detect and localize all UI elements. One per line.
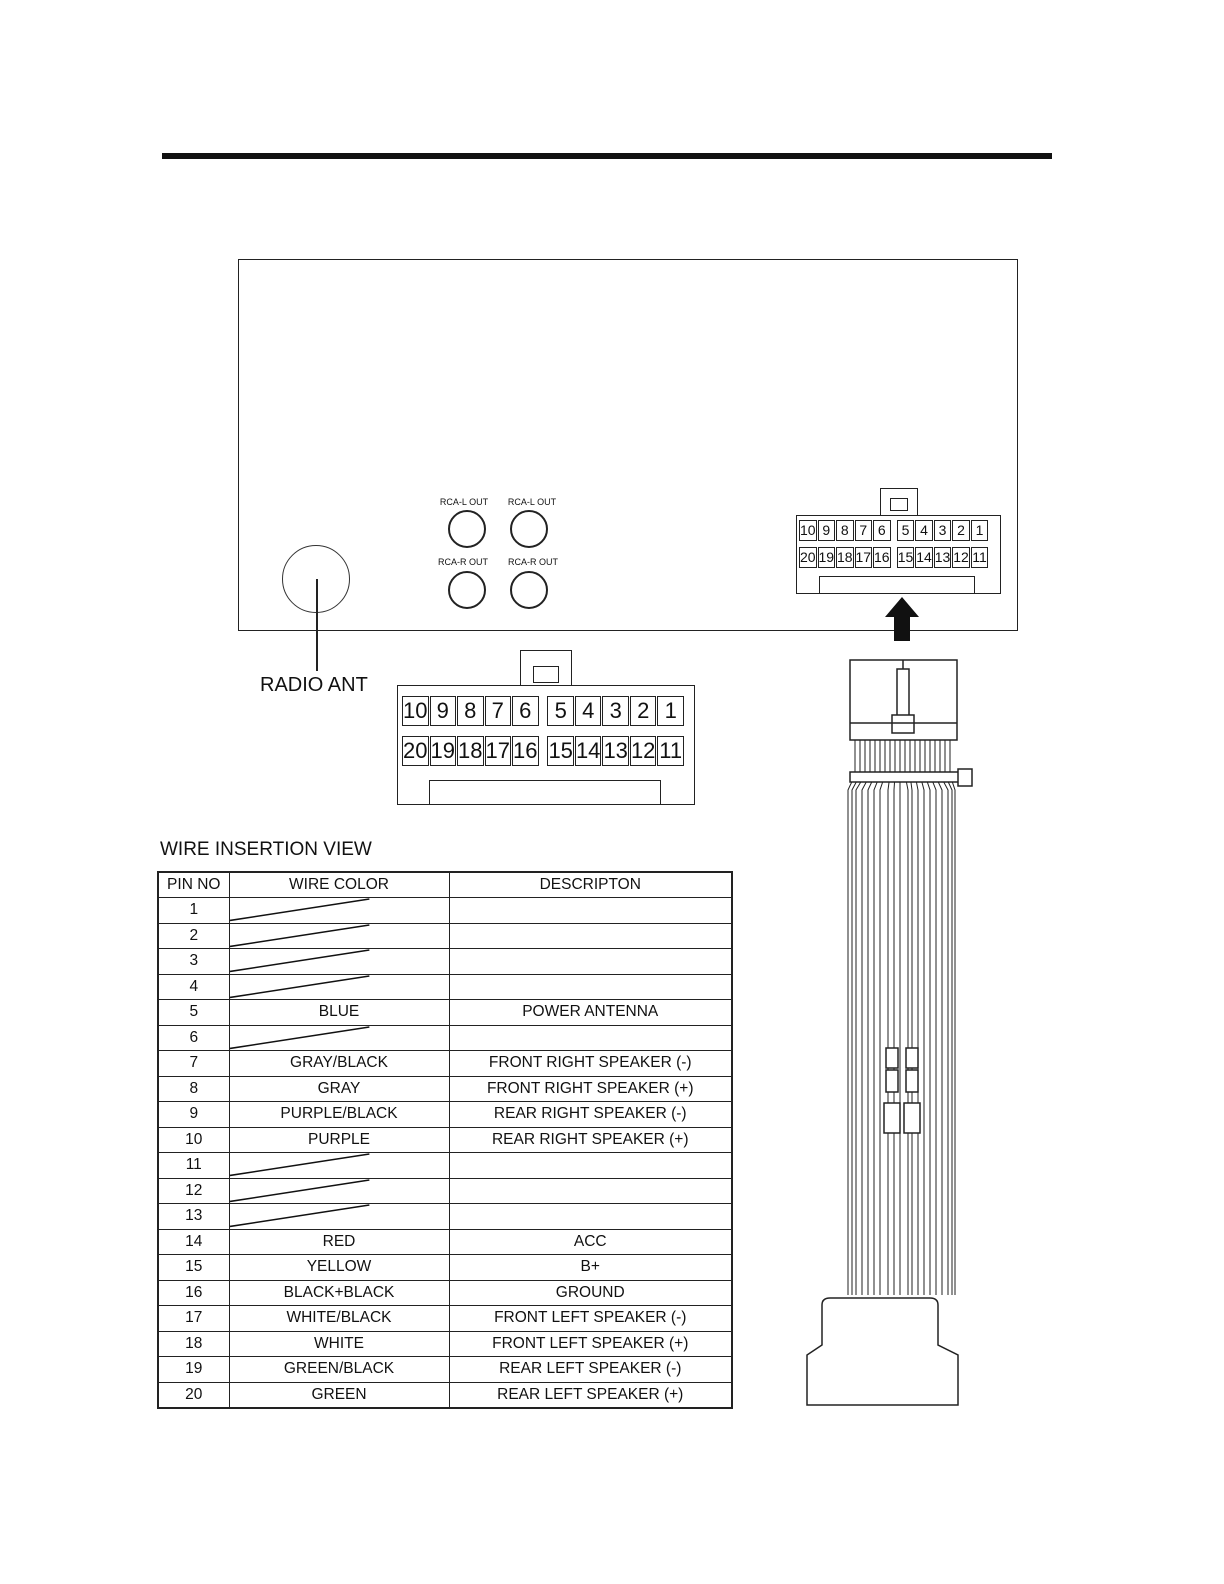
harness-plug-bottom: [807, 1298, 958, 1405]
pin-description: REAR LEFT SPEAKER (-): [449, 1357, 732, 1383]
pin-description: [449, 974, 732, 1000]
pin-number: 10: [158, 1127, 229, 1153]
table-row: [158, 1306, 732, 1332]
table-row: [158, 1051, 732, 1077]
connector-pin: 19: [818, 547, 836, 568]
pin-description: FRONT RIGHT SPEAKER (+): [449, 1076, 732, 1102]
wire-color: BLACK+BLACK: [229, 1280, 449, 1306]
cable-tie-head: [958, 769, 972, 786]
table-row: [158, 1331, 732, 1357]
table-row: [158, 1229, 732, 1255]
header-description: DESCRIPTON: [449, 872, 732, 898]
unused-slash: [230, 924, 449, 949]
table-row: [158, 1102, 732, 1128]
table-row: [158, 1153, 732, 1179]
connector-pin: 2: [630, 696, 657, 726]
pin-description: [449, 1178, 732, 1204]
connector-pin: 5: [897, 520, 915, 541]
pin-number: 20: [158, 1382, 229, 1408]
connector-latch: [880, 488, 918, 516]
connector-pin: 14: [915, 547, 933, 568]
connector-pin: 17: [855, 547, 873, 568]
spade-terminal: [906, 1070, 918, 1092]
connector-pin: 4: [575, 696, 602, 726]
pin-description: REAR RIGHT SPEAKER (-): [449, 1102, 732, 1128]
unused-slash: [230, 1179, 449, 1204]
wire-insertion-connector: [397, 650, 695, 805]
table-row: [158, 949, 732, 975]
connector-pin: 10: [402, 696, 429, 726]
wire-color: WHITE: [229, 1331, 449, 1357]
connector-pin: 7: [855, 520, 873, 541]
connector-pin: 8: [457, 696, 484, 726]
table-row: [158, 1204, 732, 1230]
wire-color: RED: [229, 1229, 449, 1255]
unused-slash: [230, 898, 449, 923]
wire-color: [229, 974, 449, 1000]
wire-color: WHITE/BLACK: [229, 1306, 449, 1332]
pin-number: 14: [158, 1229, 229, 1255]
rca-label-r-right: RCA-R OUT: [508, 557, 558, 567]
table-row: [158, 1280, 732, 1306]
connector-pin: 13: [934, 547, 952, 568]
table-row: [158, 1025, 732, 1051]
wire-color: [229, 898, 449, 924]
connector-pin: 6: [873, 520, 891, 541]
spade-terminal: [906, 1048, 918, 1068]
connector-pin: 12: [952, 547, 970, 568]
pin-description: [449, 949, 732, 975]
rca-l-out-jack-2: [510, 510, 548, 548]
table-row: [158, 1076, 732, 1102]
pin-number: 11: [158, 1153, 229, 1179]
pin-number: 12: [158, 1178, 229, 1204]
connector-pin: 3: [934, 520, 952, 541]
pin-description: ACC: [449, 1229, 732, 1255]
pin-number: 1: [158, 898, 229, 924]
connector-pin: 12: [630, 736, 657, 766]
table-row: [158, 923, 732, 949]
pin-number: 7: [158, 1051, 229, 1077]
pin-number: 18: [158, 1331, 229, 1357]
connector-pin: 9: [430, 696, 457, 726]
pin-description: [449, 1204, 732, 1230]
connector-pin: 1: [971, 520, 989, 541]
connector-base: [429, 780, 661, 805]
pin-description: FRONT RIGHT SPEAKER (-): [449, 1051, 732, 1077]
table-row: [158, 1357, 732, 1383]
connector-pin: 16: [873, 547, 891, 568]
latch-window: [533, 666, 559, 683]
unused-slash: [230, 1204, 449, 1229]
rca-label-l-left: RCA-L OUT: [439, 497, 489, 507]
wire-color: GRAY: [229, 1076, 449, 1102]
wire-color: [229, 923, 449, 949]
pin-description: [449, 1153, 732, 1179]
connector-pin: 13: [602, 736, 629, 766]
unused-slash: [230, 949, 449, 974]
connector-pin: 17: [485, 736, 512, 766]
table-header-row: [158, 872, 732, 898]
connector-pin: 5: [547, 696, 574, 726]
wire-color: GREEN/BLACK: [229, 1357, 449, 1383]
spade-terminal: [886, 1070, 898, 1092]
unused-slash: [230, 975, 449, 1000]
pin-description: FRONT LEFT SPEAKER (+): [449, 1331, 732, 1357]
head-unit-connector: [796, 488, 1001, 594]
pin-description: [449, 898, 732, 924]
pin-number: 16: [158, 1280, 229, 1306]
rca-label-r-left: RCA-R OUT: [438, 557, 488, 567]
connector-pin: 15: [547, 736, 574, 766]
harness-wires: [848, 740, 955, 1295]
wire-color: GREEN: [229, 1382, 449, 1408]
connector-pin: 18: [457, 736, 484, 766]
pin-number: 3: [158, 949, 229, 975]
rca-label-l-right: RCA-L OUT: [507, 497, 557, 507]
wire-color: PURPLE/BLACK: [229, 1102, 449, 1128]
pin-description: GROUND: [449, 1280, 732, 1306]
connector-latch: [520, 650, 572, 686]
pin-description: REAR LEFT SPEAKER (+): [449, 1382, 732, 1408]
unused-slash: [230, 1026, 449, 1051]
connector-pin: 1: [657, 696, 684, 726]
wire-color: [229, 949, 449, 975]
connector-pin: 4: [915, 520, 933, 541]
wire-color: BLUE: [229, 1000, 449, 1026]
wire-color: GRAY/BLACK: [229, 1051, 449, 1077]
connector-pin: 3: [602, 696, 629, 726]
wire-color: [229, 1204, 449, 1230]
spade-terminal: [884, 1103, 900, 1133]
pin-number: 4: [158, 974, 229, 1000]
pin-assignment-table: [157, 871, 733, 1409]
table-row: [158, 1127, 732, 1153]
connector-pin: 6: [512, 696, 539, 726]
latch-window: [890, 498, 908, 511]
pin-number: 8: [158, 1076, 229, 1102]
unused-slash: [230, 1153, 449, 1178]
connector-pin: 11: [971, 547, 989, 568]
connector-pin: 10: [799, 520, 817, 541]
table-row: [158, 898, 732, 924]
pin-number: 15: [158, 1255, 229, 1281]
heading-rule: [162, 153, 1052, 159]
connector-pin: 19: [430, 736, 457, 766]
connector-pin: 20: [402, 736, 429, 766]
connector-pin: 14: [575, 736, 602, 766]
table-row: [158, 1255, 732, 1281]
connector-pin: 11: [657, 736, 684, 766]
insert-arrow-icon: [885, 597, 919, 641]
wire-color: [229, 1025, 449, 1051]
cable-tie: [850, 772, 960, 782]
wire-color: YELLOW: [229, 1255, 449, 1281]
wire-insertion-view-label: WIRE INSERTION VIEW: [160, 839, 372, 860]
wire-color: [229, 1178, 449, 1204]
pin-description: [449, 1025, 732, 1051]
wiring-harness: [800, 655, 980, 1415]
connector-pin: 15: [897, 547, 915, 568]
connector-pin: 20: [799, 547, 817, 568]
pin-number: 9: [158, 1102, 229, 1128]
table-row: [158, 1382, 732, 1408]
connector-pin: 9: [818, 520, 836, 541]
pin-number: 19: [158, 1357, 229, 1383]
wire-color: [229, 1153, 449, 1179]
antenna-leader-line: [316, 579, 318, 671]
pin-description: B+: [449, 1255, 732, 1281]
header-pin-no: PIN NO: [158, 872, 229, 898]
table-row: [158, 1000, 732, 1026]
pin-description: POWER ANTENNA: [449, 1000, 732, 1026]
table-row: [158, 1178, 732, 1204]
connector-pin: 18: [836, 547, 854, 568]
connector-pin: 8: [836, 520, 854, 541]
connector-pin: 7: [485, 696, 512, 726]
pin-description: [449, 923, 732, 949]
pin-description: REAR RIGHT SPEAKER (+): [449, 1127, 732, 1153]
spade-terminal: [904, 1103, 920, 1133]
connector-pin: 2: [952, 520, 970, 541]
header-wire-color: WIRE COLOR: [229, 872, 449, 898]
connector-base: [819, 576, 975, 594]
pin-number: 17: [158, 1306, 229, 1332]
pin-number: 2: [158, 923, 229, 949]
rca-l-out-jack-1: [448, 510, 486, 548]
table-row: [158, 974, 732, 1000]
pin-number: 5: [158, 1000, 229, 1026]
rca-r-out-jack-2: [510, 571, 548, 609]
radio-ant-label: RADIO ANT: [260, 674, 368, 696]
pin-description: FRONT LEFT SPEAKER (-): [449, 1306, 732, 1332]
rca-r-out-jack-1: [448, 571, 486, 609]
connector-pin: 16: [512, 736, 539, 766]
pin-number: 6: [158, 1025, 229, 1051]
spade-terminal: [886, 1048, 898, 1068]
wire-color: PURPLE: [229, 1127, 449, 1153]
pin-number: 13: [158, 1204, 229, 1230]
